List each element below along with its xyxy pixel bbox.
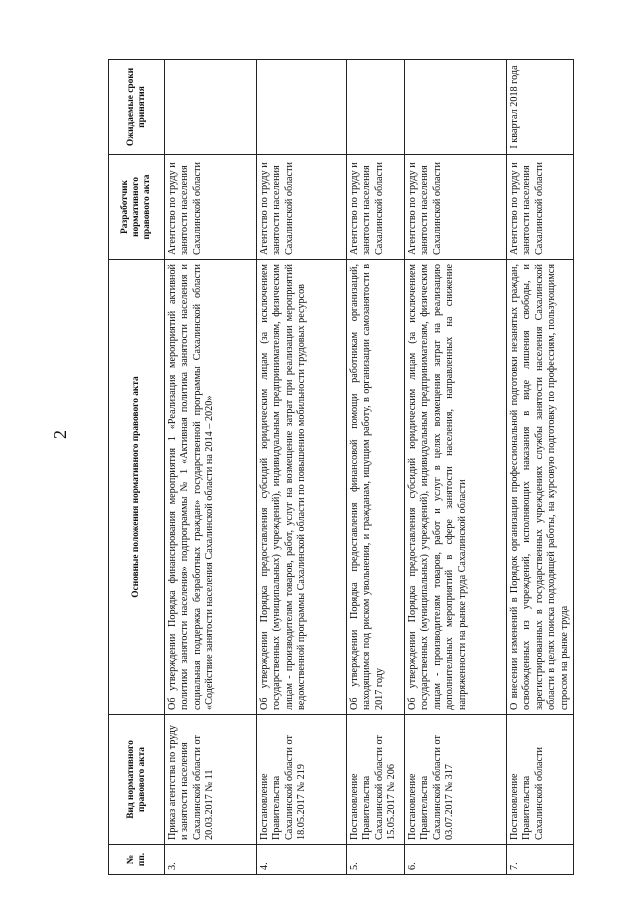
row-act-type: Постановление Правительства Сахалинской области от 15.05.2017 № 206: [347, 715, 405, 845]
header-num: № пп.: [109, 845, 165, 875]
row-act-type: Постановление Правительства Сахалинской области: [507, 715, 574, 845]
legal-acts-table: [108, 59, 574, 875]
row-num: 7.: [507, 845, 574, 875]
row-developer: Агентство по труду и занятости населения Сахалинской области: [507, 155, 574, 260]
header-developer: Разработчик нормативного правового акта: [109, 155, 165, 260]
table-row: [257, 60, 347, 875]
header-content: Основные положения нормативного правового акта: [109, 260, 165, 715]
row-deadline: [347, 60, 405, 155]
table-row: [507, 60, 574, 875]
row-developer: Агентство по труду и занятости населения Сахалинской области: [257, 155, 347, 260]
row-num: 4.: [257, 845, 347, 875]
table-row: [165, 60, 257, 875]
row-act-type: Постановление Правительства Сахалинской области от 18.05.2017 № 219: [257, 715, 347, 845]
header-deadline: Ожидаемые сроки принятия: [109, 60, 165, 155]
row-developer: Агентство по труду и занятости населения Сахалинской области: [405, 155, 507, 260]
row-content: Об утверждении Порядка предоставления субсидий юридическим лицам (за исключением государственных (муниципальных) учреждений), индивидуальным предпринимателям, физическим лицам - производителям товаров, работ и услуг в целях возмещения затрат на реализацию дополнительных мероприятий в сфере занятости населения, направленных на снижение напряженности на рынке труда Сахалинской области: [405, 260, 507, 715]
row-developer: Агентство по труду и занятости населения Сахалинской области: [165, 155, 257, 260]
row-developer: Агентство по труду и занятости населения Сахалинской области: [347, 155, 405, 260]
row-content: Об утверждении Порядка предоставления финансовой помощи работникам организаций, находящимся под риском увольнения, и гражданам, ищущим работу, в организации самозанятости в 2017 году: [347, 260, 405, 715]
row-act-type: Постановление Правительства Сахалинской области от 03.07.2017 № 317: [405, 715, 507, 845]
row-content: Об утверждении Порядка предоставления субсидий юридическим лицам (за исключением государственных (муниципальных) учреждений), индивидуальным предпринимателям, физическим лицам - производителям товаров, работ, услуг на возмещение затрат при реализации мероприятий ведомственной программы Сахалинской области по повышению мобильности трудовых ресурсов: [257, 260, 347, 715]
row-deadline: I квартал 2018 года: [507, 60, 574, 155]
row-deadline: [257, 60, 347, 155]
table-row: [405, 60, 507, 875]
row-num: 6.: [405, 845, 507, 875]
table-row: [347, 60, 405, 875]
row-content: Об утверждении Порядка финансирования мероприятия 1 «Реализация мероприятий активной политики занятости населения» подпрограммы № 1 «Активная политика занятости населения и социальная поддержка безработных граждан» государственной программы Сахалинской области «Содействие занятости населения Сахалинской области на 2014 – 2020»: [165, 260, 257, 715]
row-num: 3.: [165, 845, 257, 875]
row-deadline: [165, 60, 257, 155]
rotated-table-wrapper: [108, 60, 570, 875]
row-act-type: Приказ агентства по труду и занятости населения Сахалинской области от 20.03.2017 № 11: [165, 715, 257, 845]
table-header-row: [109, 60, 165, 875]
row-content: О внесении изменений в Порядок организации профессиональной подготовки незанятых граждан, освобожденных из учреждений, исполняющих наказания в виде лишения свободы, и зарегистрированных в государственных учреждениях службы занятости населения Сахалинской области в целях поиска подходящей работы, на курсовую подготовку по профессиям, пользующимся спросом на рынке труда: [507, 260, 574, 715]
page-number: 2: [50, 430, 70, 439]
header-type: Вид нормативного правового акта: [109, 715, 165, 845]
row-num: 5.: [347, 845, 405, 875]
row-deadline: [405, 60, 507, 155]
